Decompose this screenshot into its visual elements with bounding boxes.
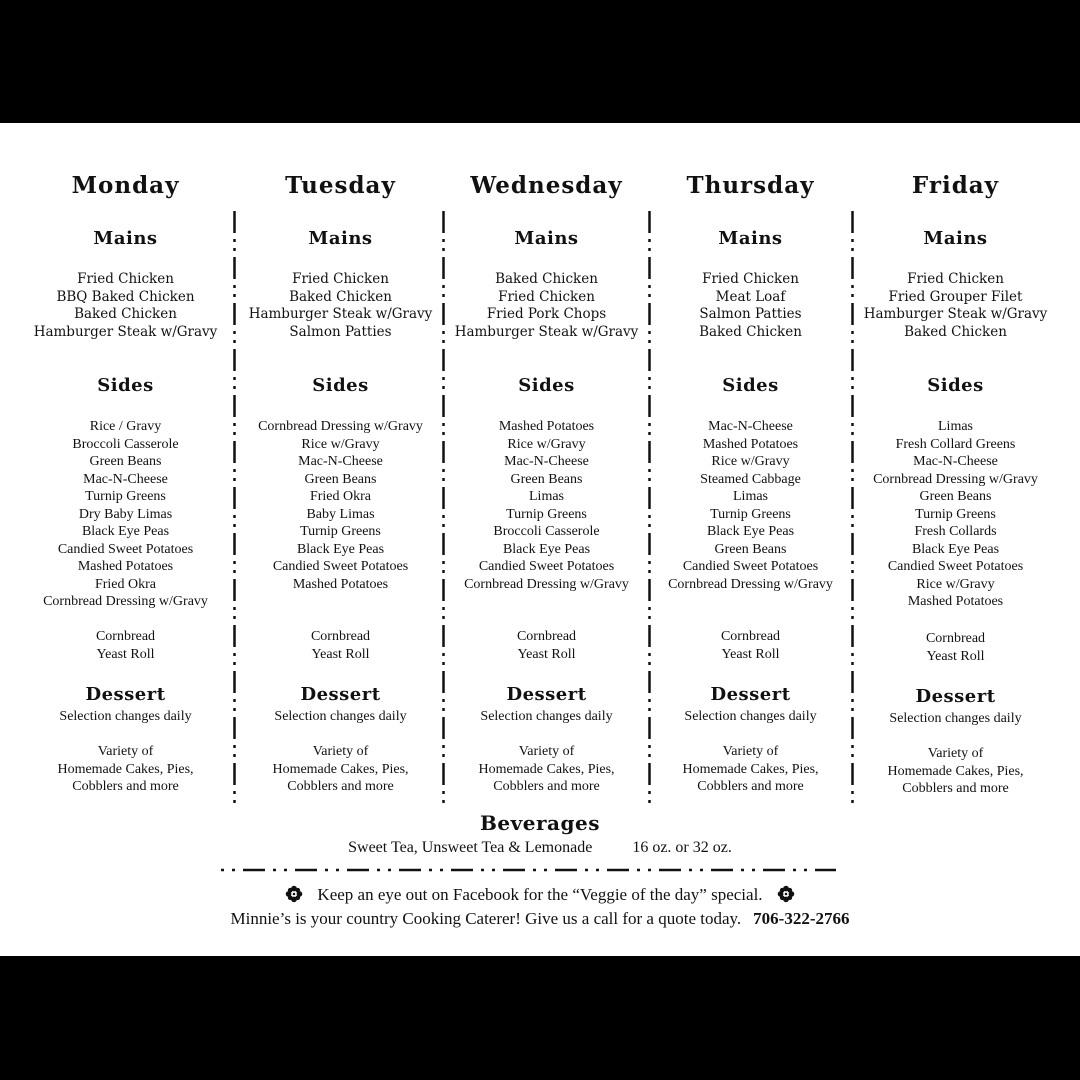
dessert-variety xyxy=(18,743,233,796)
main-item: Hamburger Steak w/Gravy xyxy=(863,306,1048,322)
mains-list xyxy=(18,271,233,341)
bread-item: Cornbread xyxy=(720,629,781,644)
side-item: Green Beans xyxy=(919,489,992,504)
main-item: Fried Chicken xyxy=(702,271,799,287)
column-divider xyxy=(442,211,445,804)
dessert-note: Selection changes daily xyxy=(480,709,613,724)
dessert-note: Selection changes daily xyxy=(59,709,192,724)
bread-item: Yeast Roll xyxy=(721,646,780,662)
dessert-line: Cobblers and more xyxy=(697,779,804,794)
dessert-variety xyxy=(848,745,1063,798)
sides-title: Sides xyxy=(97,375,154,396)
dessert-line: Cobblers and more xyxy=(72,779,179,794)
sides-title: Sides xyxy=(722,375,779,396)
dessert-line: Homemade Cakes, Pies, xyxy=(57,761,194,777)
side-item: Candied Sweet Potatoes xyxy=(57,541,194,557)
dessert-title: Dessert xyxy=(300,684,381,705)
side-item: Rice w/Gravy xyxy=(711,454,790,469)
bread-item: Cornbread xyxy=(516,629,577,644)
day-title: Monday xyxy=(71,172,180,199)
bread-item: Yeast Roll xyxy=(926,648,985,664)
main-item: Baked Chicken xyxy=(289,288,392,305)
phone-number: 706-322-2766 xyxy=(753,909,850,928)
side-item: Dry Baby Limas xyxy=(78,506,173,522)
mains-list xyxy=(848,271,1063,341)
dessert-line: Variety of xyxy=(312,744,369,759)
side-item: Turnip Greens xyxy=(85,489,166,504)
beverages-line xyxy=(0,839,1080,857)
dessert-line: Variety of xyxy=(927,746,984,761)
footer-divider xyxy=(221,867,836,873)
bread-item: Cornbread xyxy=(310,629,371,644)
side-item: Candied Sweet Potatoes xyxy=(682,559,819,574)
dessert-line: Cobblers and more xyxy=(287,779,394,794)
dessert-line: Homemade Cakes, Pies, xyxy=(478,761,615,777)
side-item: Mashed Potatoes xyxy=(498,419,595,434)
side-item: Rice w/Gravy xyxy=(507,436,586,452)
side-item: Cornbread Dressing w/Gravy xyxy=(258,419,423,434)
side-item: Fried Okra xyxy=(309,489,372,504)
flower-icon xyxy=(777,885,795,903)
day-title: Wednesday xyxy=(470,172,623,199)
bread-item: Cornbread xyxy=(95,629,156,644)
caterer-line xyxy=(0,909,1080,929)
mains-list xyxy=(233,271,448,341)
mains-title: Mains xyxy=(308,228,373,249)
side-item: Mashed Potatoes xyxy=(702,436,799,452)
side-item: Turnip Greens xyxy=(915,506,996,522)
side-item: Steamed Cabbage xyxy=(700,471,801,487)
side-item: Black Eye Peas xyxy=(296,541,385,557)
side-item: Turnip Greens xyxy=(710,506,791,522)
main-item: Fried Chicken xyxy=(77,271,174,287)
side-item: Cornbread Dressing w/Gravy xyxy=(668,576,833,592)
dessert-note: Selection changes daily xyxy=(889,711,1022,726)
mains-title: Mains xyxy=(923,228,988,249)
breads-list xyxy=(233,628,448,663)
main-item: Fried Grouper Filet xyxy=(888,288,1023,305)
side-item: Black Eye Peas xyxy=(911,541,1000,557)
side-item: Cornbread Dressing w/Gravy xyxy=(43,594,208,609)
main-item: Fried Chicken xyxy=(907,271,1004,287)
side-item: Mac-N-Cheese xyxy=(504,454,589,469)
breads-list xyxy=(18,628,233,663)
side-item: Green Beans xyxy=(714,541,787,557)
side-item: Black Eye Peas xyxy=(706,524,795,539)
side-item: Mac-N-Cheese xyxy=(298,454,383,469)
flower-icon xyxy=(285,885,303,903)
column-divider xyxy=(648,211,651,804)
main-item: Fried Chicken xyxy=(498,288,595,305)
sides-list xyxy=(643,418,858,593)
mains-title: Mains xyxy=(93,228,158,249)
main-item: Hamburger Steak w/Gravy xyxy=(454,323,639,340)
breads-list xyxy=(848,630,1063,665)
side-item: Turnip Greens xyxy=(300,524,381,539)
side-item: Green Beans xyxy=(89,454,162,469)
side-item: Mashed Potatoes xyxy=(292,576,389,592)
breads-list xyxy=(643,628,858,663)
main-item: Baked Chicken xyxy=(495,271,598,287)
side-item: Mashed Potatoes xyxy=(907,594,1004,609)
bread-item: Yeast Roll xyxy=(517,646,576,662)
side-item: Limas xyxy=(733,489,768,504)
beverages-items: Sweet Tea, Unsweet Tea & Lemonade xyxy=(348,839,593,856)
dessert-line: Homemade Cakes, Pies, xyxy=(887,763,1024,779)
sides-list xyxy=(233,418,448,593)
dessert-line: Homemade Cakes, Pies, xyxy=(272,761,409,777)
sides-list xyxy=(18,418,233,611)
side-item: Fresh Collards xyxy=(914,524,997,539)
day-title: Friday xyxy=(911,172,1000,199)
dessert-variety xyxy=(643,743,858,796)
main-item: Salmon Patties xyxy=(289,323,392,340)
main-item: Hamburger Steak w/Gravy xyxy=(248,306,433,322)
main-item: Fried Chicken xyxy=(292,271,389,287)
dessert-note: Selection changes daily xyxy=(274,709,407,724)
bread-item: Cornbread xyxy=(925,631,986,646)
facebook-note: Keep an eye out on Facebook for the “Veggie of the day” special. xyxy=(317,885,763,904)
side-item: Green Beans xyxy=(510,471,583,487)
column-divider xyxy=(851,211,854,804)
side-item: Mac-N-Cheese xyxy=(83,471,168,487)
side-item: Candied Sweet Potatoes xyxy=(272,559,409,574)
sides-title: Sides xyxy=(518,375,575,396)
caterer-note: Minnie’s is your country Cooking Caterer! Give us a call for a quote today. xyxy=(230,909,742,928)
side-item: Limas xyxy=(938,419,973,434)
dessert-line: Variety of xyxy=(518,744,575,759)
mains-list xyxy=(439,271,654,341)
day-title: Thursday xyxy=(686,172,815,199)
dessert-line: Cobblers and more xyxy=(902,781,1009,796)
sides-list xyxy=(439,418,654,593)
main-item: Baked Chicken xyxy=(904,323,1007,340)
sides-title: Sides xyxy=(312,375,369,396)
dessert-title: Dessert xyxy=(506,684,587,705)
dessert-variety xyxy=(233,743,448,796)
main-item: Hamburger Steak w/Gravy xyxy=(33,323,218,340)
side-item: Mac-N-Cheese xyxy=(913,454,998,469)
side-item: Cornbread Dressing w/Gravy xyxy=(873,471,1038,487)
main-item: Salmon Patties xyxy=(699,306,802,322)
facebook-note-line xyxy=(0,885,1080,905)
dessert-title: Dessert xyxy=(710,684,791,705)
dessert-line: Variety of xyxy=(722,744,779,759)
dessert-variety xyxy=(439,743,654,796)
main-item: Fried Pork Chops xyxy=(486,306,607,322)
dessert-title: Dessert xyxy=(85,684,166,705)
sides-title: Sides xyxy=(927,375,984,396)
side-item: Cornbread Dressing w/Gravy xyxy=(464,576,629,592)
day-title: Tuesday xyxy=(285,172,396,199)
mains-title: Mains xyxy=(718,228,783,249)
side-item: Rice w/Gravy xyxy=(301,436,380,452)
sides-list xyxy=(848,418,1063,611)
bread-item: Yeast Roll xyxy=(96,646,155,662)
main-item: BBQ Baked Chicken xyxy=(56,288,195,305)
dessert-note: Selection changes daily xyxy=(684,709,817,724)
beverages-sizes: 16 oz. or 32 oz. xyxy=(632,839,732,856)
dessert-title: Dessert xyxy=(915,686,996,707)
side-item: Candied Sweet Potatoes xyxy=(478,559,615,574)
side-item: Baby Limas xyxy=(306,506,375,522)
main-item: Meat Loaf xyxy=(715,288,786,305)
side-item: Rice w/Gravy xyxy=(916,576,995,592)
side-item: Mac-N-Cheese xyxy=(708,419,793,434)
side-item: Candied Sweet Potatoes xyxy=(887,559,1024,574)
side-item: Green Beans xyxy=(304,471,377,487)
main-item: Baked Chicken xyxy=(699,323,802,340)
dessert-line: Cobblers and more xyxy=(493,779,600,794)
side-item: Broccoli Casserole xyxy=(72,436,179,452)
side-item: Black Eye Peas xyxy=(81,524,170,539)
dessert-line: Homemade Cakes, Pies, xyxy=(682,761,819,777)
side-item: Fresh Collard Greens xyxy=(895,436,1016,452)
side-item: Broccoli Casserole xyxy=(493,524,600,539)
side-item: Limas xyxy=(529,489,564,504)
side-item: Fried Okra xyxy=(94,576,157,592)
breads-list xyxy=(439,628,654,663)
beverages-title: Beverages xyxy=(480,811,600,835)
side-item: Mashed Potatoes xyxy=(77,559,174,574)
mains-title: Mains xyxy=(514,228,579,249)
menu-page xyxy=(0,123,1080,956)
bread-item: Yeast Roll xyxy=(311,646,370,662)
main-item: Baked Chicken xyxy=(74,306,177,322)
column-divider xyxy=(233,211,236,804)
dessert-line: Variety of xyxy=(97,744,154,759)
side-item: Turnip Greens xyxy=(506,506,587,522)
side-item: Rice / Gravy xyxy=(89,419,162,434)
mains-list xyxy=(643,271,858,341)
side-item: Black Eye Peas xyxy=(502,541,591,557)
